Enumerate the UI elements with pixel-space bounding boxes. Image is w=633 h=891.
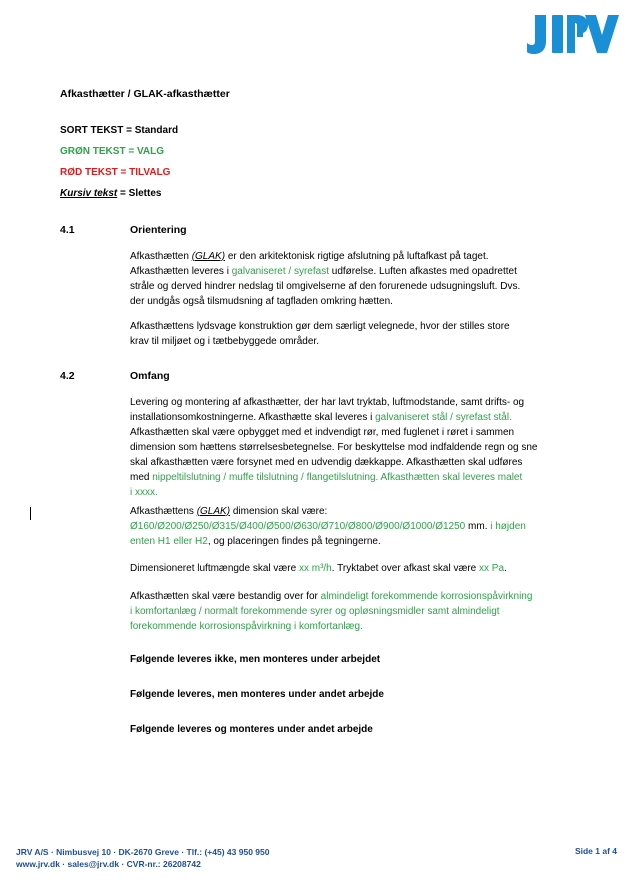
text-run-green: enten H1 eller H2 xyxy=(130,536,208,547)
document-title: Afkasthætter / GLAK-afkasthætter xyxy=(60,88,230,100)
legend-italic xyxy=(60,188,161,199)
paragraph-line xyxy=(130,249,600,264)
paragraph-line: dimension som hættens størrelsesbetegnelse. For beskyttelse mod indfaldende regn og sne xyxy=(130,442,538,453)
text-run-green: galvaniseret stål / syrefast stål. xyxy=(375,412,512,423)
text-run: dimension skal være: xyxy=(230,506,328,517)
paragraph-line xyxy=(130,504,600,519)
paragraph-line xyxy=(130,470,600,485)
text-run: Afkasthætten xyxy=(130,251,192,262)
section-4-1-title: Orientering xyxy=(130,224,187,236)
paragraph-line xyxy=(130,264,600,279)
text-run-green: almindeligt forekommende korrosionspåvirkning xyxy=(320,591,533,602)
paragraph-line xyxy=(130,519,600,534)
footer-address: JRV A/S · Nimbusvej 10 · DK-2670 Greve · Tlf.: (+45) 43 950 950 xyxy=(16,847,270,857)
paragraph-line: Afkasthættens lydsvage konstruktion gør dem særligt velegnede, hvor der stilles store xyxy=(130,321,510,332)
legend-red: RØD TEKST = TILVALG xyxy=(60,167,171,178)
section-4-2-title: Omfang xyxy=(130,370,170,382)
section-4-2-paragraph-1 xyxy=(130,395,600,500)
section-4-1-paragraph-1 xyxy=(130,249,600,309)
text-run: . xyxy=(504,563,507,574)
legend-italic-term: Kursiv tekst xyxy=(60,188,118,199)
text-run: udførelse. Luften afkastes med opadrettet xyxy=(328,266,517,277)
section-4-2-number: 4.2 xyxy=(60,370,75,382)
section-4-1-paragraph-2 xyxy=(130,319,600,349)
paragraph-line: krav til miljøet og i tætbebyggede områder. xyxy=(130,336,319,347)
text-run: Afkasthætten leveres i xyxy=(130,266,232,277)
heading-delivered-mounted-other: Følgende leveres, men monteres under andet arbejde xyxy=(130,689,384,700)
section-4-1-number: 4.1 xyxy=(60,224,75,236)
paragraph-line: der undgås også tilsmudsning af tagfladen omkring hætten. xyxy=(130,296,393,307)
text-run-italic: (GLAK) xyxy=(191,251,226,262)
text-run: er den arkitektonisk rigtige afslutning på luftafkast på taget. xyxy=(225,251,489,262)
jrv-logo-graphic xyxy=(527,12,619,56)
text-run: installationsomkostningerne. Afkasthætte skal leveres i xyxy=(130,412,376,423)
paragraph-line xyxy=(130,534,600,549)
page-number: Side 1 af 4 xyxy=(574,846,617,856)
section-4-2-paragraph-2 xyxy=(130,504,600,549)
paragraph-line: Levering og montering af afkasthætter, der har lavt tryktab, luftmodstande, samt drifts- og xyxy=(130,397,525,408)
text-run-green: xx Pa xyxy=(479,563,505,574)
paragraph-line: i komfortanlæg / normalt forekommende syrer og opløsningsmidler samt almindeligt xyxy=(130,606,500,617)
text-run-green: i højden xyxy=(490,521,526,532)
text-run: Dimensioneret luftmængde skal være xyxy=(130,563,299,574)
paragraph-line xyxy=(130,410,600,425)
text-run: Afkasthættens xyxy=(130,506,197,517)
paragraph-line xyxy=(130,589,600,604)
text-run-italic: (GLAK) xyxy=(196,506,231,517)
text-run-green: Ø160/Ø200/Ø250/Ø315/Ø400/Ø500/Ø630/Ø710/Ø800/Ø900/Ø1000/Ø1250 xyxy=(130,521,466,532)
text-run: . Tryktabet over afkast skal være xyxy=(331,563,480,574)
text-run: med xyxy=(130,472,153,483)
paragraph-line xyxy=(130,561,600,576)
legend-black: SORT TEKST = Standard xyxy=(60,125,179,136)
paragraph-line: Afkasthætten skal være opbygget med et indvendigt rør, med fuglenet i røret i sammen xyxy=(130,427,515,438)
section-4-2-paragraph-3 xyxy=(130,561,600,576)
heading-not-delivered: Følgende leveres ikke, men monteres under arbejdet xyxy=(130,654,381,665)
legend-italic-rest: = Slettes xyxy=(117,188,162,199)
paragraph-line: i xxxx. xyxy=(130,487,158,498)
text-run: Afkasthætten skal være bestandig over for xyxy=(130,591,321,602)
legend-green: GRØN TEKST = VALG xyxy=(60,146,164,157)
footer-contact: www.jrv.dk · sales@jrv.dk · CVR-nr.: 26208742 xyxy=(16,859,201,869)
text-run-green: nippeltilslutning / muffe tilslutning / flangetilslutning. Afkasthætten skal leveres malet xyxy=(152,472,523,483)
heading-delivered-and-mounted-other: Følgende leveres og monteres under andet arbejde xyxy=(130,724,373,735)
paragraph-line: forekommende korrosionspåvirkning i komfortanlæg. xyxy=(130,621,363,632)
text-run: mm. xyxy=(465,521,491,532)
footer-company-info xyxy=(16,846,269,870)
text-run-green: galvaniseret / syrefast xyxy=(231,266,329,277)
section-4-2-paragraph-4 xyxy=(130,589,600,634)
text-run-green: xx m³/h xyxy=(298,563,332,574)
jrv-logo xyxy=(527,12,619,56)
text-run: , og placeringen findes på tegningerne. xyxy=(207,536,381,547)
paragraph-line: skal afkasthætten være forsynet med en udvendig dækkappe. Afkasthætten skal udføres xyxy=(130,457,523,468)
text-cursor xyxy=(30,507,31,520)
paragraph-line: stråle og derved hindrer nedslag til omgivelserne af den forurenede udsugningsluft. Dvs. xyxy=(130,281,521,292)
